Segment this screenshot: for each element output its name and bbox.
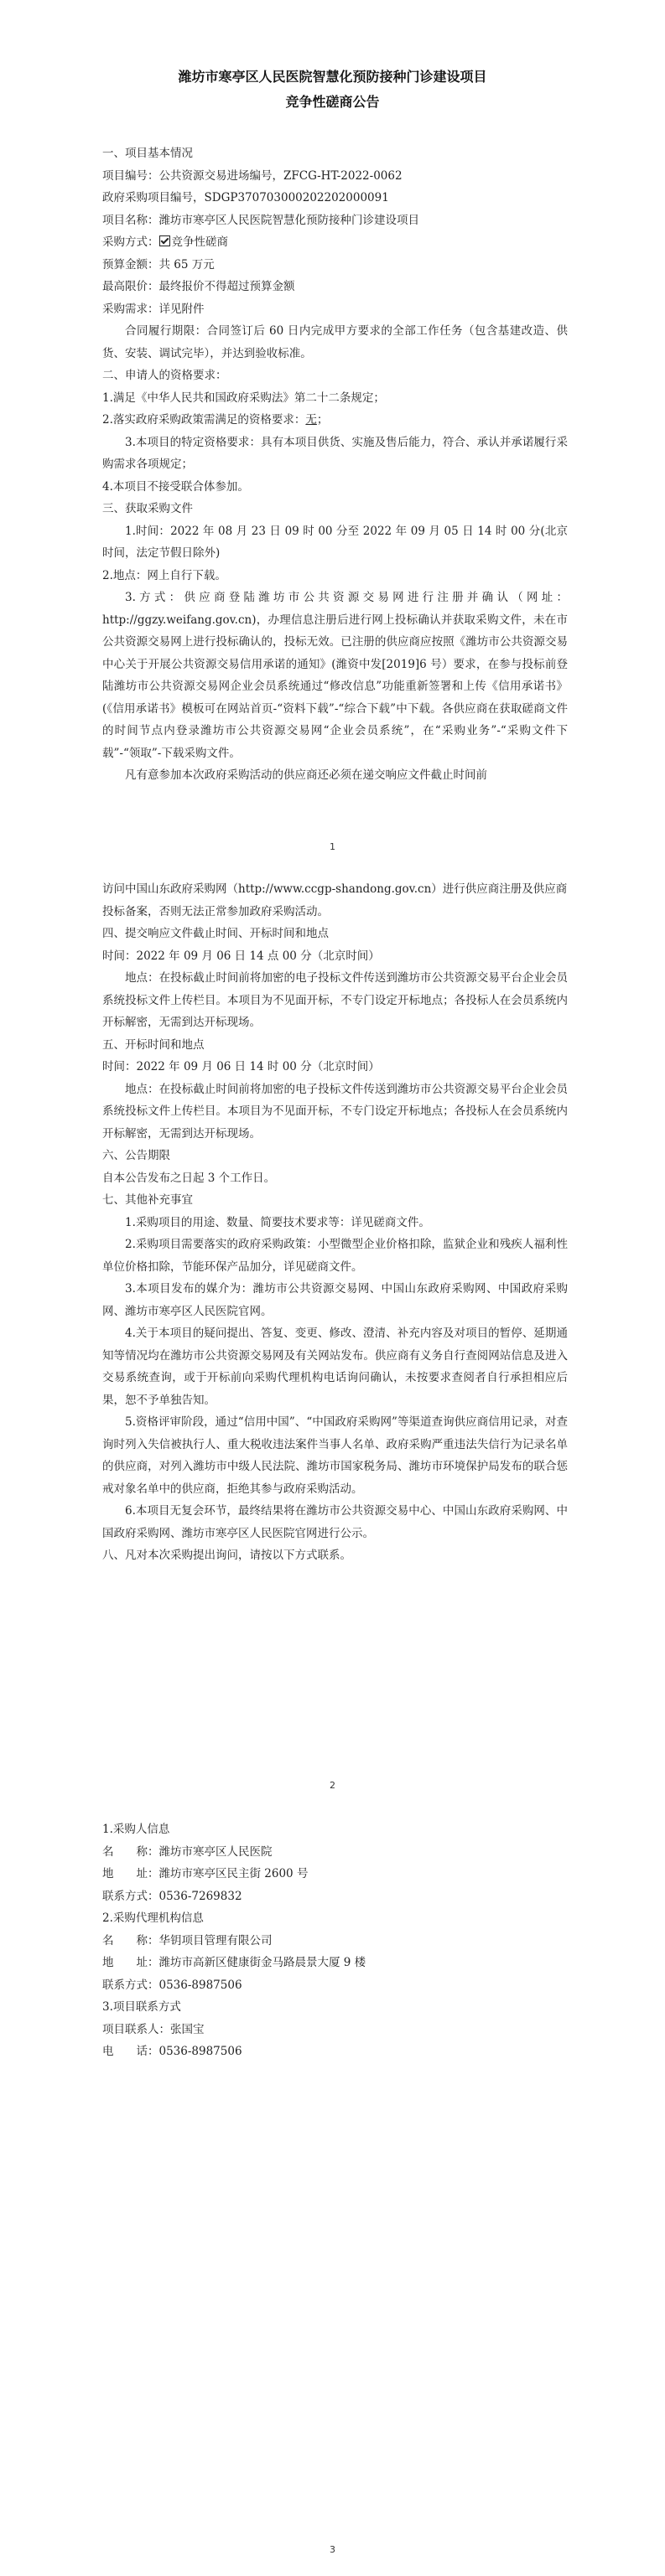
qualification-2-value: 无 bbox=[305, 413, 317, 427]
page-number: 2 bbox=[330, 1780, 335, 1791]
page-number: 3 bbox=[330, 2544, 335, 2555]
section-8-heading: 八、凡对本次采购提出询问，请按以下方式联系。 bbox=[102, 1549, 351, 1562]
other-item-3: 3.本项目发布的媒介为：潍坊市公共资源交易网、中国山东政府采购网、中国政府采购网、潍坊市寒亭区人民医院官网。 bbox=[102, 1282, 568, 1318]
document-subtitle: 竞争性磋商公告 bbox=[285, 94, 380, 110]
qualification-3: 3.本项目的特定资格要求：具有本项目供货、实施及售后能力，符合、承认并承诺履行采购需求各项规定； bbox=[102, 435, 568, 471]
procurement-method bbox=[102, 231, 568, 254]
other-item-5: 5.资格评审阶段，通过“信用中国”、“中国政府采购网”等渠道查询供应商信用记录，对查询时列入失信被执行人、重大税收违法案件当事人名单、政府采购严重违法失信行为记录名单的供应商，对列入潍坊市中级人民法院、潍坊市国家税务局、潍坊市环境保护局发布的联合惩戒对象名单中的供应商，拒绝其参与政府采购活动。 bbox=[102, 1415, 568, 1496]
qualification-2-suffix: ； bbox=[316, 413, 329, 427]
obtain-place: 2.地点：网上自行下载。 bbox=[102, 568, 226, 582]
other-item-6: 6.本项目无复会环节，最终结果将在潍坊市公共资源交易中心、中国山东政府采购网、中国政府采购网、潍坊市寒亭区人民医院官网进行公示。 bbox=[102, 1504, 568, 1540]
project-contact-phone: 电 话：0536-8987506 bbox=[102, 2045, 242, 2058]
announcement-period: 自本公告发布之日起 3 个工作日。 bbox=[102, 1171, 276, 1185]
budget-amount: 预算金额：共 65 万元 bbox=[102, 257, 215, 272]
other-item-2: 2.采购项目需要落实的政府采购政策：小型微型企业价格扣除，监狱企业和残疾人福利性单位价格扣除，节能环保产品加分，详见磋商文件。 bbox=[102, 1238, 568, 1274]
qualification-1: 1.满足《中华人民共和国政府采购法》第二十二条规定； bbox=[102, 391, 385, 405]
purchaser-address: 地 址：潍坊市寒亭区民主街 2600 号 bbox=[102, 1867, 309, 1880]
agency-address: 地 址：潍坊市高新区健康街金马路晨景大厦 9 楼 bbox=[102, 1956, 366, 1969]
obtain-method: 3.方式：供应商登陆潍坊市公共资源交易网进行注册并确认（网址：http://ggzy.weifang.gov.cn)，办理信息注册后进行网上投标确认并获取采购文件，未在市公共资源交易网上进行投标确认的，投标无效。已注册的供应商应按照《潍坊市公共资源交易中心关于开展公共资源交易信用承诺的通知》(潍资中发[2019]6 号）要求，在参与投标前登陆潍坊市公共资源交易网企业会员系统通过“修改信息”功能重新签署和上传《信用承诺书》(《信用承诺书》模板可在网站首页-“资料下载”-“综合下载”中下载。各供应商在获取磋商文件的时间节点内登录潍坊市公共资源交易网“企业会员系统”，在“采购业务”-“采购文件下载”-“领取”-下载采购文件。 bbox=[102, 591, 568, 760]
obtain-time: 1.时间：2022 年 08 月 23 日 09 时 00 分至 2022 年 09 月 05 日 14 时 00 分(北京时间，法定节假日除外) bbox=[102, 524, 568, 560]
max-price: 最高限价：最终报价不得超过预算金额 bbox=[102, 280, 295, 293]
section-2-heading: 二、申请人的资格要求： bbox=[102, 369, 227, 382]
opening-place: 地点：在投标截止时间前将加密的电子投标文件传送到潍坊市公共资源交易平台企业会员系统投标文件上传栏目。本项目为不见面开标，不专门设定开标地点；各投标人在会员系统内开标解密，无需到达开标现场。 bbox=[102, 1082, 568, 1141]
page-3-content bbox=[102, 1818, 568, 2063]
gov-procurement-number: 政府采购项目编号，SDGP370703000202202000091 bbox=[102, 191, 389, 204]
registration-note-continued: 访问中国山东政府采购网（http://www.ccgp-shandong.gov.cn）进行供应商注册及供应商投标备案，否则无法正常参加政府采购活动。 bbox=[102, 882, 568, 918]
section-7-heading: 七、其他补充事宜 bbox=[102, 1193, 193, 1207]
contract-period: 合同履行期限：合同签订后 60 日内完成甲方要求的全部工作任务（包含基建改造、供货、安装、调试完毕），并达到验收标准。 bbox=[102, 324, 568, 360]
page-2-content bbox=[102, 878, 568, 1567]
other-item-1: 1.采购项目的用途、数量、简要技术要求等：详见磋商文件。 bbox=[125, 1215, 430, 1229]
registration-note: 凡有意参加本次政府采购活动的供应商还必须在递交响应文件截止时间前 bbox=[125, 768, 487, 782]
page-number: 1 bbox=[330, 841, 335, 852]
section-1-heading: 一、项目基本情况 bbox=[102, 147, 193, 160]
page-1 bbox=[0, 0, 665, 872]
deadline-place: 地点：在投标截止时间前将加密的电子投标文件传送到潍坊市公共资源交易平台企业会员系统投标文件上传栏目。本项目为不见面开标，不专门设定开标地点；各投标人在会员系统内开标解密，无需到达开标现场。 bbox=[102, 971, 568, 1029]
section-5-heading: 五、开标时间和地点 bbox=[102, 1037, 205, 1052]
purchaser-name: 名 称：潍坊市寒亭区人民医院 bbox=[102, 1844, 273, 1859]
page-3 bbox=[0, 1810, 665, 2576]
checkbox-checked-icon bbox=[159, 235, 170, 246]
procurement-demand: 采购需求：详见附件 bbox=[102, 302, 205, 316]
purchaser-phone: 联系方式：0536-7269832 bbox=[102, 1889, 242, 1903]
agency-phone: 联系方式：0536-8987506 bbox=[102, 1978, 242, 1992]
project-name: 项目名称：潍坊市寒亭区人民医院智慧化预防接种门诊建设项目 bbox=[102, 213, 419, 227]
page-2 bbox=[0, 872, 665, 1810]
section-6-heading: 六、公告期限 bbox=[102, 1149, 170, 1162]
qualification-4: 4.本项目不接受联合体参加。 bbox=[102, 479, 249, 494]
project-contact-person: 项目联系人：张国宝 bbox=[102, 2022, 205, 2036]
project-contact-heading: 3.项目联系方式 bbox=[102, 2000, 181, 2014]
qualification-2-label: 2.落实政府采购政策需满足的资格要求： bbox=[102, 413, 306, 427]
agency-name: 名 称：华钥项目管理有限公司 bbox=[102, 1933, 273, 1948]
project-number: 项目编号：公共资源交易进场编号，ZFCG-HT-2022-0062 bbox=[102, 168, 403, 183]
procurement-method-label: 采购方式： bbox=[102, 235, 159, 249]
opening-time: 时间：2022 年 09 月 06 日 14 时 00 分（北京时间） bbox=[102, 1060, 380, 1073]
document-title: 潍坊市寒亭区人民医院智慧化预防接种门诊建设项目 bbox=[178, 69, 487, 85]
section-3-heading: 三、获取采购文件 bbox=[102, 502, 193, 515]
qualification-2 bbox=[102, 409, 568, 432]
deadline-time: 时间：2022 年 09 月 06 日 14 点 00 分（北京时间） bbox=[102, 949, 380, 963]
agency-heading: 2.采购代理机构信息 bbox=[102, 1911, 204, 1925]
procurement-method-value: 竞争性磋商 bbox=[171, 235, 228, 249]
purchaser-heading: 1.采购人信息 bbox=[102, 1823, 170, 1836]
other-item-4: 4.关于本项目的疑问提出、答复、变更、修改、澄清、补充内容及对项目的暂停、延期通知等情况均在潍坊市公共资源交易网及有关网站发布。供应商有义务自行查阅网站信息及进入交易系统查询，或于开标前向采购代理机构电话询问确认，未按要求查阅者自行承担相应后果，恕不予单独告知。 bbox=[102, 1327, 568, 1407]
section-4-heading: 四、提交响应文件截止时间、开标时间和地点 bbox=[102, 927, 329, 940]
page-1-content bbox=[102, 142, 568, 787]
